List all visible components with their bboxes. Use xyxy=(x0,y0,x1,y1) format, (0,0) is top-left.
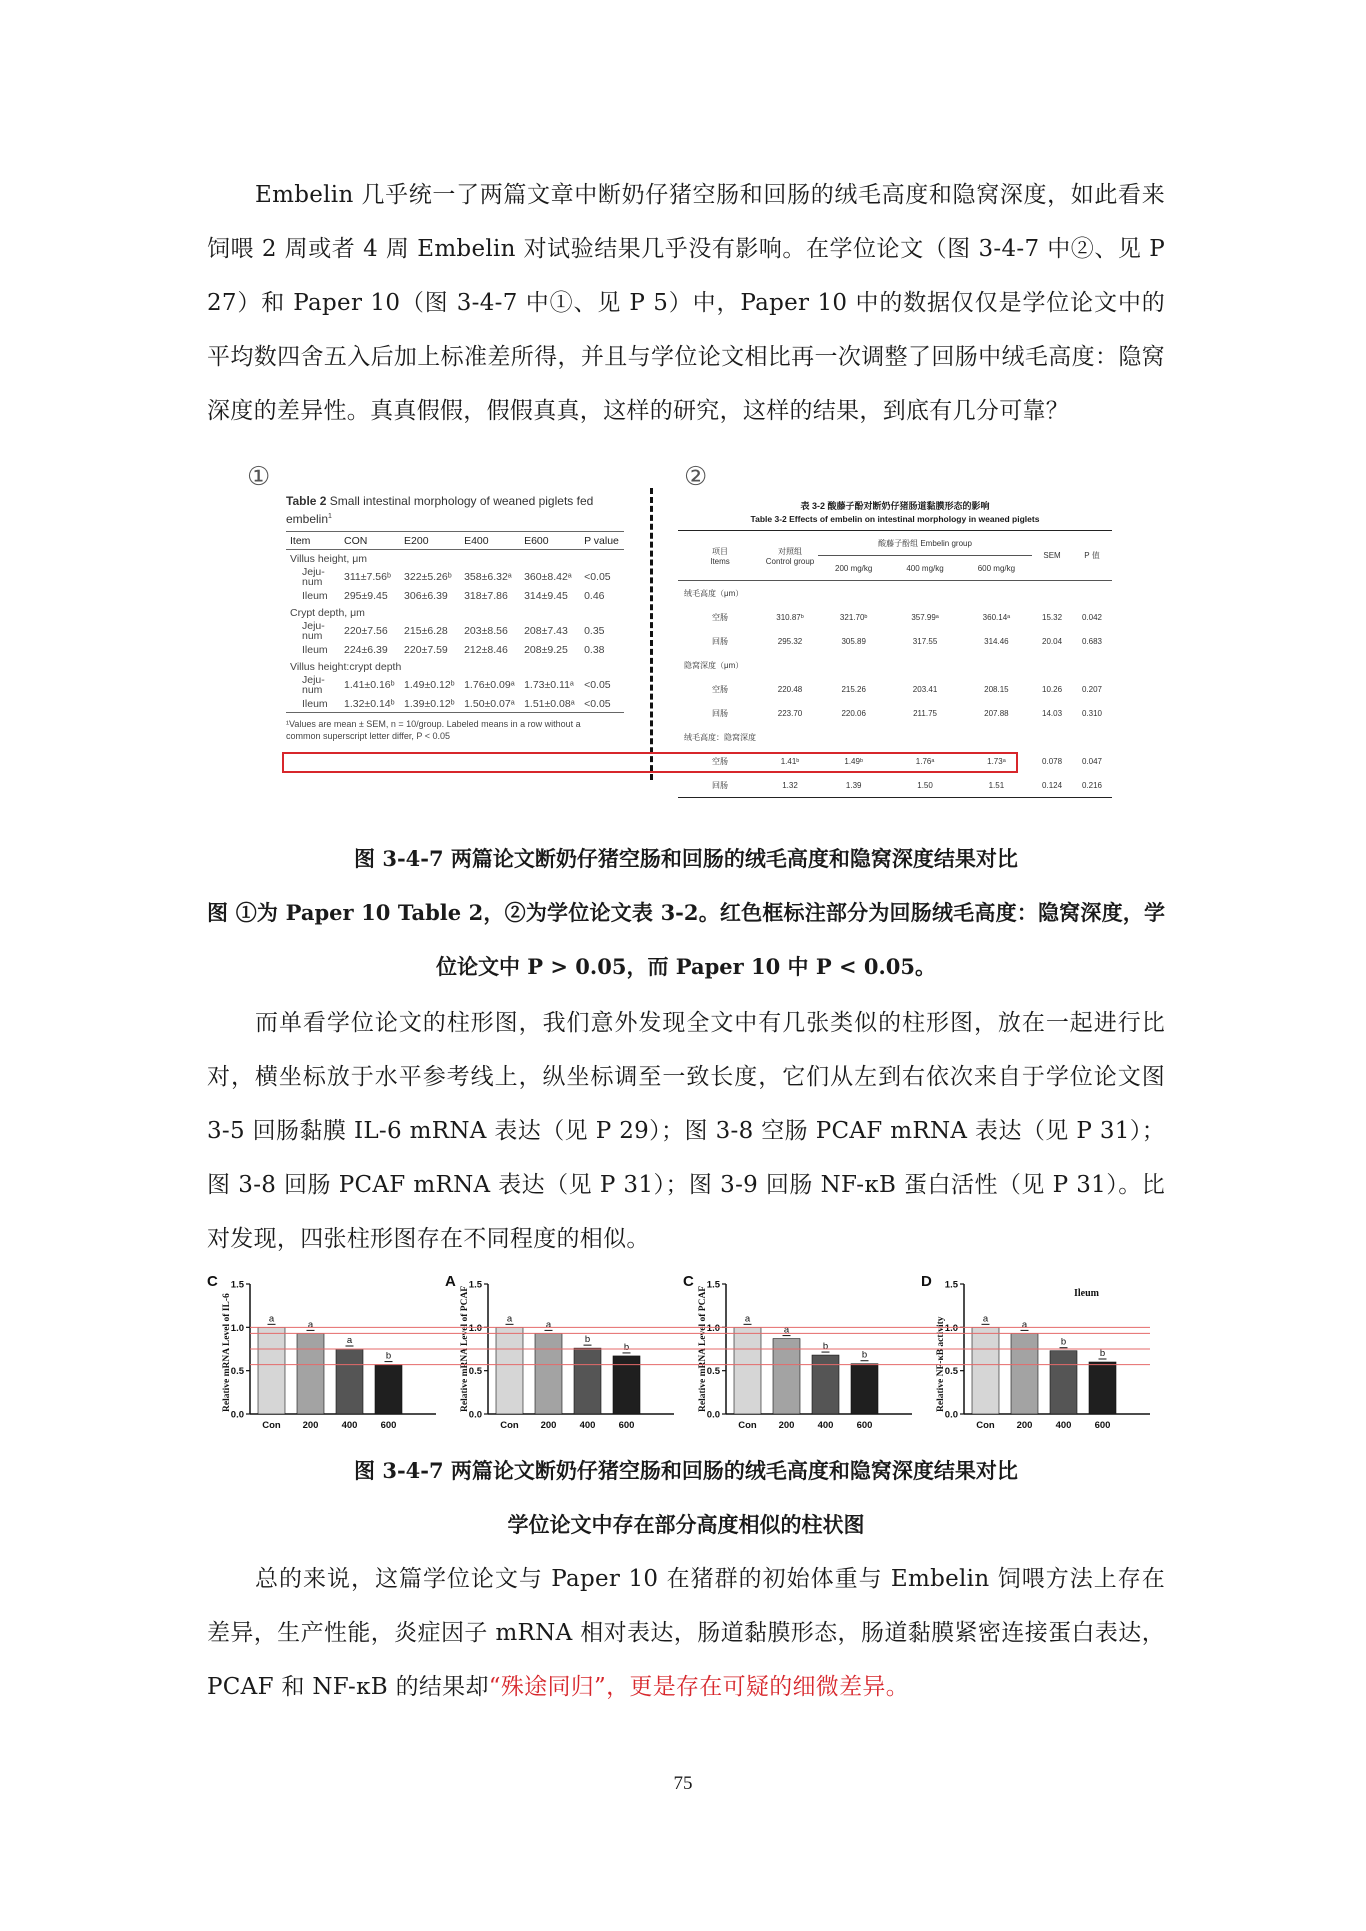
table-b-cell: 321.70ᵇ xyxy=(839,612,868,622)
chart-y-tick-label: 1.0 xyxy=(944,1322,958,1334)
table-row xyxy=(286,695,624,713)
table-b-cell: 10.26 xyxy=(1042,684,1063,694)
table-b-cell: 0.047 xyxy=(1081,756,1103,766)
table-b-cell: 0.042 xyxy=(1081,612,1103,622)
chart-x-tick-label: 200 xyxy=(778,1420,795,1431)
table-row xyxy=(286,567,624,587)
table-b-cell: 15.32 xyxy=(1042,612,1063,622)
table-a-cell: 220±7.56 xyxy=(344,625,388,637)
chart-y-tick-label: 0.0 xyxy=(706,1409,720,1421)
table-row xyxy=(678,629,1112,653)
chart-y-tick-label: 1.0 xyxy=(230,1322,244,1334)
table-a-header-cell: E200 xyxy=(404,534,429,547)
chart-significance-label: b xyxy=(861,1349,868,1361)
table-b-cell: 310.87ᵇ xyxy=(776,612,804,622)
page-number: 75 xyxy=(673,1773,693,1794)
table-b-cell: 1.49ᵇ xyxy=(844,756,863,766)
chart-significance-label: a xyxy=(346,1335,353,1346)
chart-y-tick-label: 0.0 xyxy=(468,1409,482,1421)
table-a-cell: 215±6.28 xyxy=(404,625,448,637)
chart-panel-letter: A xyxy=(445,1273,456,1290)
table-b-cell: 1.32 xyxy=(782,780,798,790)
table-a-cell: Jeju-num xyxy=(302,620,325,642)
chart-significance-label: b xyxy=(584,1334,591,1346)
table-b-group-cell: 隐窝深度（μm） xyxy=(684,660,744,670)
table-a-header-cell: E600 xyxy=(524,534,549,547)
table-row xyxy=(678,725,1112,749)
chart-x-tick-label: 600 xyxy=(380,1420,397,1431)
bar-charts-figure xyxy=(205,1268,1175,1448)
chart-bar xyxy=(496,1327,523,1414)
table-a-cell: 1.39±0.12ᵇ xyxy=(404,697,455,710)
chart-y-tick-label: 1.0 xyxy=(706,1322,720,1334)
table-b-cell: 1.76ᵃ xyxy=(915,756,935,766)
chart-y-axis-label: Relative mRNA Level of PCAF xyxy=(460,1285,470,1412)
figure-1-caption: 图 3-4-7 两篇论文断奶仔猪空肠和回肠的绒毛高度和隐窝深度结果对比 xyxy=(354,846,1018,871)
table-b-cell: 14.03 xyxy=(1042,708,1063,718)
chart-significance-label: a xyxy=(268,1313,275,1325)
table-b-cell: 223.70 xyxy=(777,708,803,718)
table-b-group-cell: 绒毛高度：隐窝深度 xyxy=(684,732,756,742)
table-b-cell: 317.55 xyxy=(912,636,938,646)
table-b-cell: 1.73ᵃ xyxy=(987,756,1006,766)
table-b-cell: 回肠 xyxy=(712,780,728,790)
chart-x-tick-label: 600 xyxy=(1094,1420,1111,1431)
chart-x-tick-label: Con xyxy=(262,1420,281,1431)
chart-x-tick-label: 200 xyxy=(540,1420,557,1431)
table-b-cell: 空肠 xyxy=(712,612,728,622)
chart-x-tick-label: 400 xyxy=(817,1420,834,1431)
chart-x-tick-label: Con xyxy=(738,1420,757,1431)
table-b-dose-header: 400 mg/kg xyxy=(906,563,944,573)
chart-bar xyxy=(812,1355,839,1414)
table-b-cell: 0.078 xyxy=(1042,756,1063,766)
table-a-cell: 322±5.26ᵇ xyxy=(404,571,452,583)
paragraph-3 xyxy=(207,1552,1165,1714)
chart-y-axis-label: Relative NF-κB activity xyxy=(936,1316,946,1412)
table-b-cell: 357.99ᵃ xyxy=(911,612,939,622)
chart-x-tick-label: 400 xyxy=(579,1420,596,1431)
chart-x-tick-label: Con xyxy=(976,1420,995,1431)
chart-y-tick-label: 1.0 xyxy=(468,1322,482,1334)
chart-x-tick-label: Con xyxy=(500,1420,519,1431)
chart-significance-label: a xyxy=(307,1319,314,1331)
table-a-header-cell: P value xyxy=(584,534,619,547)
table-b-cell: 295.32 xyxy=(777,636,803,646)
table-row xyxy=(678,677,1112,701)
paragraph-3-highlight: “殊途同归”，更是存在可疑的细微差异。 xyxy=(488,1674,909,1700)
table-row xyxy=(678,581,1112,606)
paragraph-1: Embelin 几乎统一了两篇文章中断奶仔猪空肠和回肠的绒毛高度和隐窝深度，如此看来饲喂 2 周或者 4 周 Embelin 对试验结果几乎没有影响。在学位论文（图 3-4-7 中②、见 P 27）和 Paper 10（图 3-4-7 中①、见 P 5）中，Paper 10 中的数据仅仅是学位论文中的平均数四舍五入后加上标准差所得，并且与学位论文相比再一次调整了回肠中绒毛高度：隐窝深度的差异性。真真假假，假假真真，这样的研究，这样的结果，到底有几分可靠？ xyxy=(207,182,1165,424)
table-a-cell: 358±6.32ᵃ xyxy=(464,571,512,583)
table-a-cell: 208±9.25 xyxy=(524,643,568,656)
chart-y-tick-label: 0.5 xyxy=(706,1366,720,1378)
table-b-dose-header: 200 mg/kg xyxy=(835,563,873,573)
table-b-grid: 项目 Items 对照组 Control group 酸藤子酚组 Embelin group SEM P 值 200 mg/kg 400 mg/kg 600 mg/kg 绒毛高度（μm） 空肠 310.87ᵇ 321.70ᵇ 357.99ᵃ 360.14ᵃ 15.32 0.042 回肠 295.32 305.89 317.55 314.46 20.04 0.683 隐窝深度（μm） 空肠 220.48 215.26 203.41 208.15 10.26 0.207 回肠 223.70 220.06 211.75 207.88 14.03 0.310 绒毛高度：隐窝深度 空肠 1.41ᵇ 1.49ᵇ 1.76ᵃ 1.73ᵃ 0.078 0.047 回肠 1.32 1.39 1.50 1.51 0.124 0.216 xyxy=(678,530,1112,798)
chart-bar xyxy=(574,1348,601,1414)
chart-y-tick-label: 0.0 xyxy=(944,1409,958,1421)
table-row xyxy=(678,701,1112,725)
chart-significance-label: a xyxy=(744,1313,751,1325)
chart-inset-label: Ileum xyxy=(1074,1288,1099,1299)
paragraph-3-text: 总的来说，这篇学位论文与 Paper 10 在猪群的初始体重与 Embelin 饲喂方法上存在差异，生产性能，炎症因子 mRNA 相对表达，肠道黏膜形态，肠道黏膜紧密连接蛋白表达，PCAF 和 NF-κB 的结果却 xyxy=(207,1566,1165,1700)
chart-x-tick-label: 400 xyxy=(341,1420,358,1431)
table-a-header-cell: CON xyxy=(344,534,368,547)
table-b-cell: 220.48 xyxy=(777,684,803,694)
chart-bar xyxy=(972,1327,999,1414)
chart-significance-label: a xyxy=(1021,1319,1028,1331)
table-a-cell: 1.76±0.09ᵃ xyxy=(464,679,515,691)
chart-bar xyxy=(336,1349,363,1414)
table-b-cell: 211.75 xyxy=(913,708,937,718)
table-a-cell: 360±8.42ᵃ xyxy=(524,571,572,583)
chart-bar xyxy=(535,1333,562,1414)
chart-significance-label: b xyxy=(1060,1336,1067,1348)
table-b-cell: 回肠 xyxy=(712,636,728,646)
table-a-grid xyxy=(286,531,624,713)
chart-y-tick-label: 1.5 xyxy=(944,1279,958,1291)
chart-significance-label: a xyxy=(545,1319,552,1331)
table-row xyxy=(286,658,624,675)
chart-x-tick-label: 600 xyxy=(856,1420,873,1431)
table-a-cell: 306±6.39 xyxy=(404,589,448,602)
table-a-cell: 1.73±0.11ᵃ xyxy=(524,679,574,691)
chart-x-tick-label: 400 xyxy=(1055,1420,1072,1431)
table-a-group-cell: Crypt depth, μm xyxy=(290,606,365,619)
chart-y-tick-label: 1.5 xyxy=(706,1279,720,1291)
table-a-cell: Ileum xyxy=(302,589,328,602)
table-a-cell: <0.05 xyxy=(584,679,611,691)
figure-1-note: 图 ①为 Paper 10 Table 2，②为学位论文表 3-2。红色框标注部分为回肠绒毛高度：隐窝深度，学位论文中 P > 0.05，而 Paper 10 中 P < 0.05。 xyxy=(207,900,1165,979)
chart-x-tick-label: 200 xyxy=(1016,1420,1033,1431)
chart-significance-label: b xyxy=(822,1341,829,1353)
highlight-box xyxy=(282,752,1018,773)
chart-bar xyxy=(773,1339,800,1414)
paragraph-2: 而单看学位论文的柱形图，我们意外发现全文中有几张类似的柱形图，放在一起进行比对，横坐标放于水平参考线上，纵坐标调至一致长度，它们从左到右依次来自于学位论文图 3-5 回肠黏膜 IL-6 mRNA 表达（见 P 29）；图 3-8 空肠 PCAF mRNA 表达（见 P 31）；图 3-8 回肠 PCAF mRNA 表达（见 P 31）；图 3-9 回肠 NF-κB 蛋白活性（见 P 31）。比对发现，四张柱形图存在不同程度的相似。 xyxy=(207,1010,1165,1252)
chart-significance-label: a xyxy=(982,1313,989,1325)
table-a-cell: 295±9.45 xyxy=(344,589,388,602)
table-row xyxy=(678,653,1112,677)
table-row xyxy=(678,773,1112,798)
chart-x-tick-label: 200 xyxy=(302,1420,319,1431)
chart-x-tick-label: 600 xyxy=(618,1420,635,1431)
chart-panel-letter: D xyxy=(921,1273,932,1290)
table-b-cell: 1.50 xyxy=(917,780,933,790)
table-a-cell: Jeju-num xyxy=(302,566,325,588)
table-row xyxy=(286,550,624,568)
figure-2-note: 学位论文中存在部分高度相似的柱状图 xyxy=(507,1512,865,1537)
chart-significance-label: b xyxy=(623,1341,630,1353)
table-b-cell: 360.14ᵃ xyxy=(982,612,1011,622)
table-a-cell: 1.49±0.12ᵇ xyxy=(404,679,455,691)
marker-2: ② xyxy=(684,462,708,492)
chart-bar xyxy=(851,1364,878,1414)
table-a-title: Table 2 Small intestinal morphology of weaned piglets fed embelin$^1$ xyxy=(286,494,594,526)
dashed-divider xyxy=(650,488,653,780)
chart-bar xyxy=(1011,1333,1038,1414)
table-a-cell: 212±8.46 xyxy=(464,643,508,656)
table-b-cell: 215.26 xyxy=(841,684,866,694)
table-a-header-cell: Item xyxy=(290,534,311,547)
table-b-group-cell: 绒毛高度（μm） xyxy=(684,588,744,598)
chart-bar xyxy=(1050,1351,1077,1414)
chart-panel-letter: C xyxy=(207,1273,218,1290)
chart-y-tick-label: 0.5 xyxy=(468,1366,482,1378)
table-row xyxy=(286,621,624,641)
table-a-cell: Ileum xyxy=(302,697,328,710)
chart-significance-label: a xyxy=(506,1313,513,1325)
table-b-cell: 1.39 xyxy=(845,780,862,790)
table-a-cell: Jeju-num xyxy=(302,674,325,696)
table-b-cell: 1.41ᵇ xyxy=(780,756,800,766)
chart-significance-label: b xyxy=(1099,1348,1106,1359)
table-a-cell: 314±9.45 xyxy=(524,589,568,602)
table-b-title-en: Table 3-2 Effects of embelin on intestinal morphology in weaned piglets xyxy=(750,514,1040,524)
table-b-cell: 0.124 xyxy=(1042,780,1063,790)
table-b-cell: 0.310 xyxy=(1081,708,1103,718)
table-b-cell: 208.15 xyxy=(984,684,1009,694)
table-b-cell: 207.88 xyxy=(984,708,1009,718)
table-a-cell: 318±7.86 xyxy=(464,589,508,602)
table-a-cell: 224±6.39 xyxy=(344,643,388,656)
table-b-cell: 空肠 xyxy=(712,684,728,694)
figure-2-caption: 图 3-4-7 两篇论文断奶仔猪空肠和回肠的绒毛高度和隐窝深度结果对比 xyxy=(354,1458,1018,1483)
table-a-cell: Ileum xyxy=(302,643,328,656)
chart-significance-label: b xyxy=(385,1350,392,1362)
marker-1: ① xyxy=(247,462,271,492)
chart-y-axis-label: Relative mRNA Level of IL-6 xyxy=(222,1293,232,1412)
table-b-title-cn: 表 3-2 酸藤子酚对断奶仔猪肠道黏膜形态的影响 xyxy=(800,501,990,511)
table-b-cell: 0.216 xyxy=(1081,780,1103,790)
table-b-cell: 0.207 xyxy=(1081,684,1103,694)
table-b-cell: 305.89 xyxy=(841,636,866,646)
table-a-header-cell: E400 xyxy=(464,534,489,547)
table-row xyxy=(286,641,624,658)
table-row xyxy=(286,675,624,695)
table-a-group-cell: Villus height, μm xyxy=(290,552,368,565)
table-a-cell: 208±7.43 xyxy=(524,625,568,637)
table-b-cell: 203.41 xyxy=(912,684,938,694)
chart-bar xyxy=(375,1365,402,1414)
table-a-cell: 0.46 xyxy=(584,589,605,602)
chart-y-axis-label: Relative mRNA Level of PCAF xyxy=(698,1285,708,1412)
table-a-cell: <0.05 xyxy=(584,571,611,583)
table-row xyxy=(286,587,624,604)
table-a-cell: 203±8.56 xyxy=(464,625,508,637)
chart-bar xyxy=(297,1333,324,1414)
chart-y-tick-label: 1.5 xyxy=(230,1279,244,1291)
table-a-cell: 1.51±0.08ᵃ xyxy=(524,697,575,710)
table-b-cell: 0.683 xyxy=(1081,636,1103,646)
table-a-cell: 1.32±0.14ᵇ xyxy=(344,697,395,710)
table-a-cell: <0.05 xyxy=(584,697,611,710)
table-b-cell: 220.06 xyxy=(841,708,866,718)
table-a-cell: 0.35 xyxy=(584,625,605,637)
table-b-cell: 314.46 xyxy=(984,636,1009,646)
chart-significance-label: a xyxy=(783,1324,790,1336)
table-a-footnote: ¹Values are mean ± SEM, n = 10/group. Labeled means in a row without a common superscript letter differ, P < 0.05 xyxy=(286,719,581,741)
chart-bar xyxy=(734,1327,761,1414)
table-a xyxy=(286,494,624,742)
chart-y-tick-label: 1.5 xyxy=(468,1279,482,1291)
table-b-cell: 空肠 xyxy=(712,756,728,766)
table-b-cell: 1.51 xyxy=(988,780,1005,790)
table-a-cell: 311±7.56ᵇ xyxy=(344,571,391,583)
chart-y-tick-label: 0.5 xyxy=(944,1366,958,1378)
chart-bar xyxy=(1089,1362,1116,1414)
table-b-dose-header: 600 mg/kg xyxy=(977,563,1016,573)
table-row xyxy=(678,605,1112,629)
chart-panel-letter: C xyxy=(683,1273,694,1290)
table-a-cell: 1.50±0.07ᵃ xyxy=(464,697,515,710)
table-b-cell: 20.04 xyxy=(1042,636,1063,646)
table-row xyxy=(286,604,624,621)
table-b-cell: 回肠 xyxy=(712,708,728,718)
table-a-cell: 220±7.59 xyxy=(404,643,448,656)
chart-bar xyxy=(258,1327,285,1414)
chart-y-tick-label: 0.0 xyxy=(230,1409,244,1421)
table-a-cell: 0.38 xyxy=(584,643,605,656)
table-a-cell: 1.41±0.16ᵇ xyxy=(344,679,395,691)
chart-y-tick-label: 0.5 xyxy=(230,1366,244,1378)
table-a-group-cell: Villus height:crypt depth xyxy=(290,660,402,673)
